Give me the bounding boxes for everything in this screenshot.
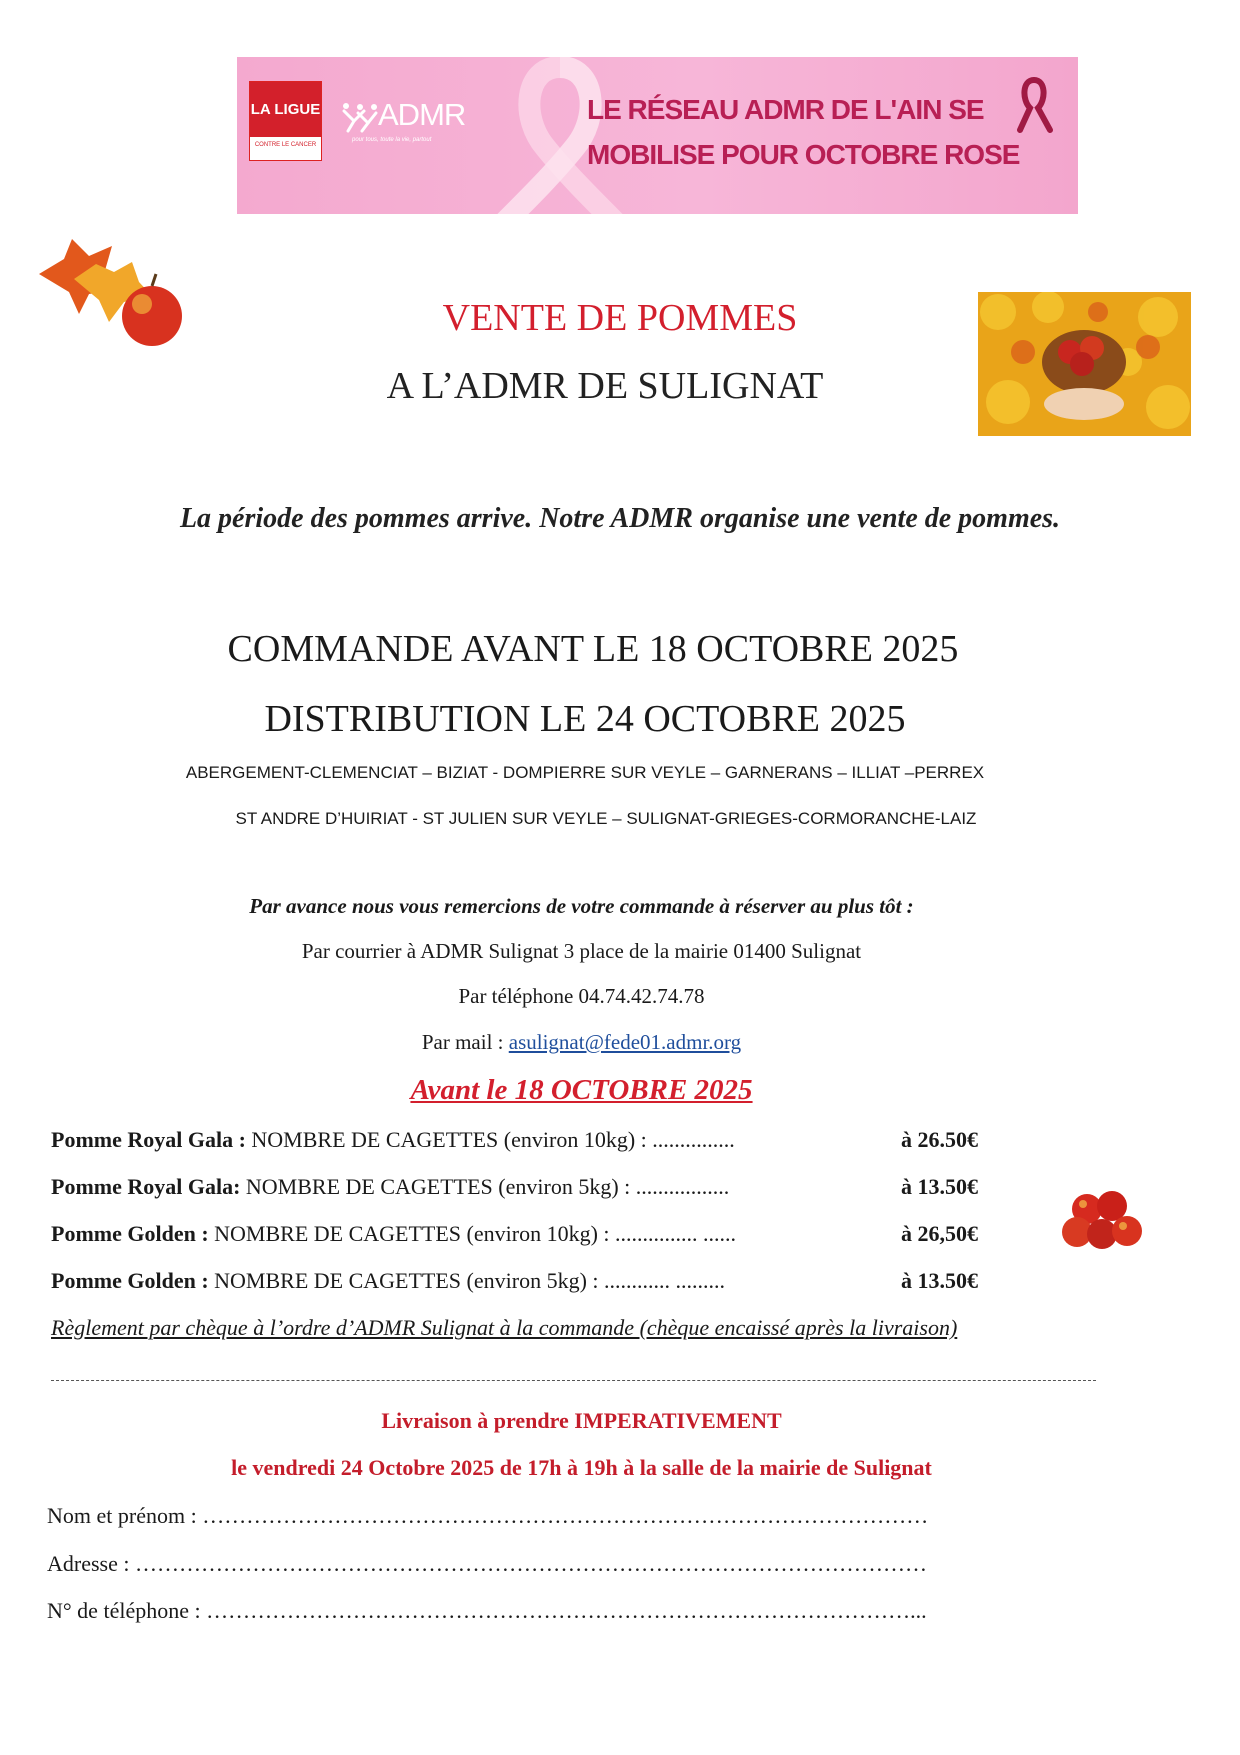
email-link[interactable]: asulignat@fede01.admr.org: [508, 1030, 742, 1054]
product-name: Pomme Golden :: [51, 1268, 209, 1293]
product-price: à 26,50€: [901, 1221, 978, 1246]
admr-logo: [340, 97, 490, 147]
banner-headline-line1: LE RÉSEAU ADMR DE L'AIN SE: [587, 94, 984, 125]
ligue-contre-cancer-logo: [249, 81, 322, 161]
admr-logo-text: ADMR: [378, 97, 466, 132]
product-price: à 26.50€: [901, 1127, 978, 1152]
distribution-date-heading: DISTRIBUTION LE 24 OCTOBRE 2025: [264, 698, 906, 740]
sale-title: VENTE DE POMMES: [442, 297, 798, 339]
product-quantity-field[interactable]: NOMBRE DE CAGETTES (environ 10kg) : ............... ......: [208, 1221, 737, 1246]
towns-line-1: ABERGEMENT-CLEMENCIAT – BIZIAT - DOMPIERRE SUR VEYLE – GARNERANS – ILLIAT –PERREX: [185, 763, 985, 782]
intro-text: La période des pommes arrive. Notre ADMR organise une vente de pommes.: [179, 503, 1061, 534]
product-quantity-field[interactable]: NOMBRE DE CAGETTES (environ 5kg) : ............ .........: [208, 1268, 726, 1293]
apples-pile-image: [1057, 1184, 1147, 1254]
product-price: à 13.50€: [901, 1174, 978, 1199]
admr-tagline: pour tous, toute la vie, partout: [352, 137, 432, 143]
red-ribbon-icon: [1012, 75, 1057, 135]
payment-note: Règlement par chèque à l’ordre d’ADMR Sulignat à la commande (chèque encaissé après la livraison): [51, 1315, 958, 1340]
address-field[interactable]: Adresse : ………………………………………………………………………………………………: [47, 1551, 927, 1576]
name-field[interactable]: Nom et prénom : ………………………………………………………………………………………: [47, 1503, 929, 1528]
product-name: Pomme Golden :: [51, 1221, 209, 1246]
phone-field[interactable]: N° de téléphone : ……………………………………………………………………………………...: [47, 1598, 927, 1623]
product-name: Pomme Royal Gala:: [51, 1174, 241, 1199]
contact-mail-address: Par courrier à ADMR Sulignat 3 place de la mairie 01400 Sulignat: [301, 939, 862, 963]
delivery-heading: Livraison à prendre IMPERATIVEMENT: [381, 1408, 782, 1433]
cut-line-divider: [51, 1380, 1096, 1381]
product-row: [51, 1127, 978, 1153]
contact-email-prefix: Par mail :: [421, 1030, 509, 1054]
contact-phone: Par téléphone 04.74.42.74.78: [458, 984, 705, 1008]
order-deadline-heading: COMMANDE AVANT LE 18 OCTOBRE 2025: [227, 628, 959, 670]
product-price: à 13.50€: [901, 1268, 978, 1293]
product-row: [51, 1268, 978, 1294]
product-row: [51, 1221, 978, 1247]
towns-line-2: ST ANDRE D’HUIRIAT - ST JULIEN SUR VEYLE – SULIGNAT-GRIEGES-CORMORANCHE-LAIZ: [235, 809, 977, 828]
thanks-text: Par avance nous vous remercions de votre commande à réserver au plus tôt :: [249, 894, 914, 918]
delivery-details: le vendredi 24 Octobre 2025 de 17h à 19h à la salle de la mairie de Sulignat: [231, 1455, 932, 1480]
product-row: [51, 1174, 978, 1200]
location-title: A L’ADMR DE SULIGNAT: [386, 365, 824, 407]
banner-headline-line2: MOBILISE POUR OCTOBRE ROSE: [587, 139, 1020, 170]
octobre-rose-banner: [237, 57, 1078, 214]
contact-email: [0, 1030, 1163, 1055]
admr-people-icon: [340, 101, 380, 133]
ligue-logo-subtext: CONTRE LE CANCER: [254, 142, 317, 148]
ligue-logo-text: LA LIGUE: [250, 82, 321, 137]
product-quantity-field[interactable]: NOMBRE DE CAGETTES (environ 5kg) : .................: [240, 1174, 730, 1199]
deadline-reminder: Avant le 18 OCTOBRE 2025: [410, 1074, 753, 1106]
product-name: Pomme Royal Gala :: [51, 1127, 246, 1152]
banner-headline: [587, 87, 1027, 177]
product-quantity-field[interactable]: NOMBRE DE CAGETTES (environ 10kg) : ...............: [245, 1127, 735, 1152]
